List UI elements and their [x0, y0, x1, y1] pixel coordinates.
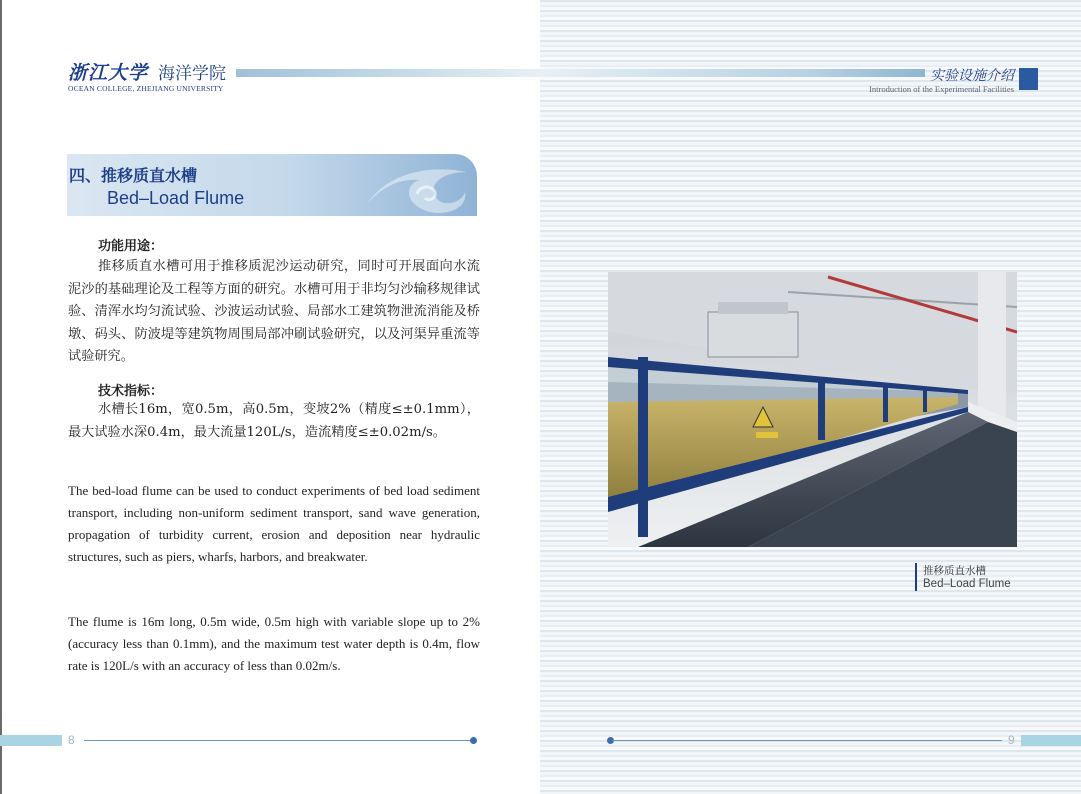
footer-block-left — [0, 735, 62, 746]
photo-caption-en: Bed–Load Flume — [923, 578, 1011, 590]
function-heading: 功能用途： — [98, 239, 164, 254]
flume-photo — [608, 272, 1017, 547]
footer-block-right — [1021, 735, 1081, 746]
caption-marker — [915, 563, 917, 591]
function-text: 推移质直水槽可用于推移质泥沙运动研究，同时可开展面向水流泥沙的基础理论及工程等方面的研究。水槽可用于非均匀沙输移规律试验、清浑水均匀流试验、沙波运动试验、局部水工建筑物泄流消能及桥墩、码头、防波堤等建筑物周围局部冲刷试验研究，以及河渠异重流等试验研究。 — [68, 259, 480, 364]
college-name-cn: 海洋学院 — [158, 64, 226, 84]
header-square-marker — [1019, 68, 1038, 90]
banner-title-en: Bed–Load Flume — [107, 188, 245, 208]
header-rule-left — [236, 69, 540, 77]
section-title-en: Introduction of the Experimental Facilities — [869, 84, 1014, 94]
section-title-cn: 实验设施介绍 — [930, 68, 1014, 84]
banner-title-cn: 四、推移质直水槽 — [69, 166, 198, 185]
footer-rule-right — [612, 740, 1002, 741]
english-paragraph-2: The flume is 16m long, 0.5m wide, 0.5m high with variable slope up to 2% (accuracy less than 0.1mm), and the maximum test water depth is 0.4m, flow rate is 120L/s with an accuracy of less than 0.02m/s. — [68, 614, 480, 673]
specs-text: 水槽长16m，宽0.5m，高0.5m，变坡2%（精度≤±0.1mm），最大试验水深0.4m，最大流量120L/s，造流精度≤±0.02m/s。 — [68, 402, 480, 440]
header-rule-right — [540, 69, 925, 77]
flume-photo-illustration — [608, 272, 1017, 547]
footer-rule-left — [84, 740, 472, 741]
section-banner — [67, 154, 477, 216]
page-number-left: 8 — [68, 733, 75, 747]
english-paragraph-1: The bed-load flume can be used to conduct experiments of bed load sediment transport, including non-uniform sediment transport, sand wave generation, propagation of turbidity current, erosion and deposition near hydraulic structures, such as piers, wharfs, harbors, and breakwater. — [68, 483, 480, 564]
college-name-en: OCEAN COLLEGE, ZHEJIANG UNIVERSITY — [68, 84, 224, 93]
photo-caption-cn: 推移质直水槽 — [923, 565, 986, 577]
specs-heading: 技术指标： — [98, 384, 164, 399]
wave-icon — [357, 154, 477, 216]
university-logo: 浙江大学 — [68, 62, 149, 84]
page-number-right: 9 — [1008, 733, 1015, 747]
footer-dot-left — [470, 737, 477, 744]
